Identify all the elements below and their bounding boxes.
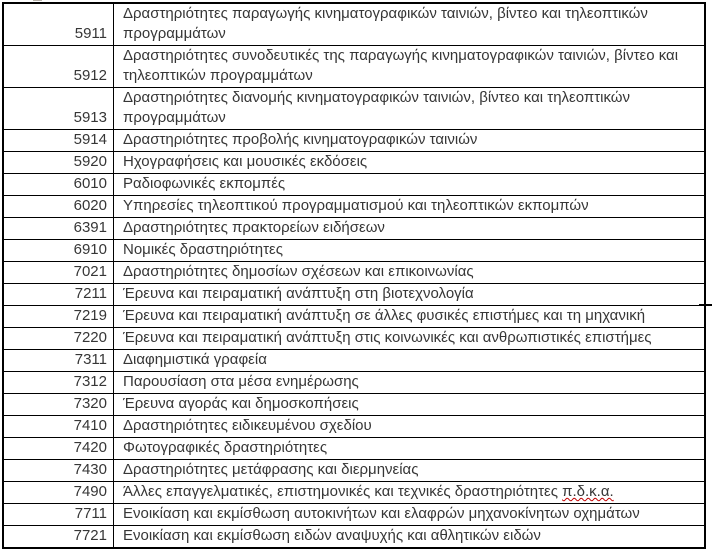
activity-description: Διαφημιστικά γραφεία <box>123 351 267 368</box>
activity-description: Έρευνα και πειραματική ανάπτυξη σε άλλες φυσικές επιστήμες και τη μηχανική <box>123 307 646 324</box>
activity-code: 6020 <box>73 197 107 214</box>
activity-code-cell[interactable] <box>3 218 114 240</box>
activity-code-cell[interactable] <box>3 350 114 372</box>
table-row <box>3 416 705 438</box>
activity-description-cell[interactable] <box>114 262 706 284</box>
activity-description-cell[interactable] <box>114 350 706 372</box>
activity-description: Δραστηριότητες συνοδευτικές της παραγωγής κινηματογραφικών ταινιών, βίντεο και τηλεοπτικών προγραμμάτων <box>123 47 679 84</box>
activity-code: 6391 <box>73 219 107 236</box>
activity-code-cell[interactable] <box>3 526 114 549</box>
activity-code: 6910 <box>73 241 107 258</box>
table-row <box>3 174 705 196</box>
activity-description: Δραστηριότητες παραγωγής κινηματογραφικών ταινιών, βίντεο και τηλεοπτικών προγραμμάτων <box>123 5 648 42</box>
activity-description: Φωτογραφικές δραστηριότητες <box>123 439 328 456</box>
activity-description: Ενοικίαση και εκμίσθωση ειδών αναψυχής και αθλητικών ειδών <box>123 527 541 544</box>
table-row <box>3 460 705 482</box>
activity-code: 5914 <box>73 131 107 148</box>
activity-code-cell[interactable] <box>3 130 114 152</box>
activity-description-cell[interactable] <box>114 240 706 262</box>
activity-code: 7220 <box>73 329 107 346</box>
activity-description-cell[interactable] <box>114 3 706 46</box>
activity-description: Δραστηριότητες ειδικευμένου σχεδίου <box>123 417 372 434</box>
activity-description-cell[interactable] <box>114 88 706 130</box>
table-row <box>3 526 705 549</box>
table-row <box>3 394 705 416</box>
activity-description: Άλλες επαγγελματικές, επιστημονικές και τεχνικές δραστηριότητες <box>123 483 563 500</box>
activity-code-cell[interactable] <box>3 3 114 46</box>
activity-description: Δραστηριότητες προβολής κινηματογραφικών ταινιών <box>123 131 478 148</box>
activity-code-cell[interactable] <box>3 174 114 196</box>
table-row <box>3 284 705 306</box>
activity-description: Δραστηριότητες δημοσίων σχέσεων και επικοινωνίας <box>123 263 474 280</box>
table-row <box>3 482 705 504</box>
activity-code: 5911 <box>74 25 107 42</box>
activity-code: 7410 <box>73 417 107 434</box>
activity-code-cell[interactable] <box>3 482 114 504</box>
activity-code: 7711 <box>74 505 107 522</box>
activity-description-cell[interactable] <box>114 46 706 88</box>
activity-description: Ηχογραφήσεις και μουσικές εκδόσεις <box>123 153 368 170</box>
activity-description: Υπηρεσίες τηλεοπτικού προγραμματισμού και τηλεοπτικών εκπομπών <box>123 197 589 214</box>
activity-code: 7311 <box>74 351 107 368</box>
activity-code-cell[interactable] <box>3 240 114 262</box>
activity-description-cell[interactable] <box>114 504 706 526</box>
activity-code-cell[interactable] <box>3 46 114 88</box>
activity-code: 7312 <box>73 373 107 390</box>
table-row <box>3 328 705 350</box>
activity-description-cell[interactable] <box>114 416 706 438</box>
activity-description: Δραστηριότητες διανομής κινηματογραφικών ταινιών, βίντεο και τηλεοπτικών προγραμμάτων <box>123 89 630 126</box>
activity-description-cell[interactable] <box>114 482 706 504</box>
table-row <box>3 262 705 284</box>
activity-description-cell[interactable] <box>114 130 706 152</box>
activity-code-cell[interactable] <box>3 328 114 350</box>
activity-description-cell[interactable] <box>114 460 706 482</box>
activity-code: 7320 <box>73 395 107 412</box>
table-row <box>3 196 705 218</box>
activity-code-cell[interactable] <box>3 416 114 438</box>
table-row <box>3 130 705 152</box>
table-row <box>3 218 705 240</box>
activity-code-cell[interactable] <box>3 504 114 526</box>
activity-description-cell[interactable] <box>114 328 706 350</box>
activity-description: Ραδιοφωνικές εκπομπές <box>123 175 286 192</box>
activity-description-cell[interactable] <box>114 174 706 196</box>
activity-code-cell[interactable] <box>3 460 114 482</box>
activity-description: Ενοικίαση και εκμίσθωση αυτοκινήτων και ελαφρών μηχανοκίνητων οχημάτων <box>123 505 640 522</box>
activity-code: 5912 <box>73 67 107 84</box>
activity-code: 5913 <box>73 109 107 126</box>
table-row <box>3 88 705 130</box>
activity-description: Έρευνα αγοράς και δημοσκοπήσεις <box>123 395 359 412</box>
activity-description: Έρευνα και πειραματική ανάπτυξη στις κοινωνικές και ανθρωπιστικές επιστήμες <box>123 329 652 346</box>
activity-code-cell[interactable] <box>3 262 114 284</box>
activity-description: Παρουσίαση στα μέσα ενημέρωσης <box>123 373 359 390</box>
activity-codes-table <box>2 2 706 549</box>
activity-description-cell[interactable] <box>114 196 706 218</box>
activity-code: 7021 <box>73 263 107 280</box>
table-row <box>3 152 705 174</box>
activity-description-cell[interactable] <box>114 526 706 549</box>
activity-description-cell[interactable] <box>114 284 706 306</box>
table-row <box>3 372 705 394</box>
activity-codes-table-body <box>3 3 705 548</box>
top-edge-tick-artifact <box>33 0 42 1</box>
table-row <box>3 3 705 46</box>
table-row <box>3 306 705 328</box>
activity-code: 7721 <box>73 527 107 544</box>
activity-code: 7490 <box>73 483 107 500</box>
activity-code-cell[interactable] <box>3 284 114 306</box>
table-row <box>3 240 705 262</box>
activity-description-cell[interactable] <box>114 394 706 416</box>
activity-code: 5920 <box>73 153 107 170</box>
activity-description-cell[interactable] <box>114 152 706 174</box>
activity-code: 7430 <box>73 461 107 478</box>
table-edge-line-artifact <box>699 304 712 306</box>
activity-code-cell[interactable] <box>3 394 114 416</box>
table-row <box>3 504 705 526</box>
activity-description-cell[interactable] <box>114 438 706 460</box>
activity-description: Έρευνα και πειραματική ανάπτυξη στη βιοτεχνολογία <box>123 285 474 302</box>
table-row <box>3 438 705 460</box>
activity-description-cell[interactable] <box>114 306 706 328</box>
activity-code-cell[interactable] <box>3 372 114 394</box>
activity-description-cell[interactable] <box>114 372 706 394</box>
activity-code: 7420 <box>73 439 107 456</box>
activity-description-cell[interactable] <box>114 218 706 240</box>
activity-description: Δραστηριότητες μετάφρασης και διερμηνείας <box>123 461 419 478</box>
activity-code: 7211 <box>74 285 107 302</box>
activity-description: Δραστηριότητες πρακτορείων ειδήσεων <box>123 219 385 236</box>
activity-code-cell[interactable] <box>3 152 114 174</box>
table-row <box>3 46 705 88</box>
misspelled-word: π.δ.κ.α. <box>562 483 614 500</box>
activity-code-cell[interactable] <box>3 438 114 460</box>
table-row <box>3 350 705 372</box>
activity-code-cell[interactable] <box>3 88 114 130</box>
activity-code: 6010 <box>73 175 107 192</box>
activity-code-cell[interactable] <box>3 196 114 218</box>
activity-code: 7219 <box>73 307 107 324</box>
activity-description: Νομικές δραστηριότητες <box>123 241 283 258</box>
activity-code-cell[interactable] <box>3 306 114 328</box>
